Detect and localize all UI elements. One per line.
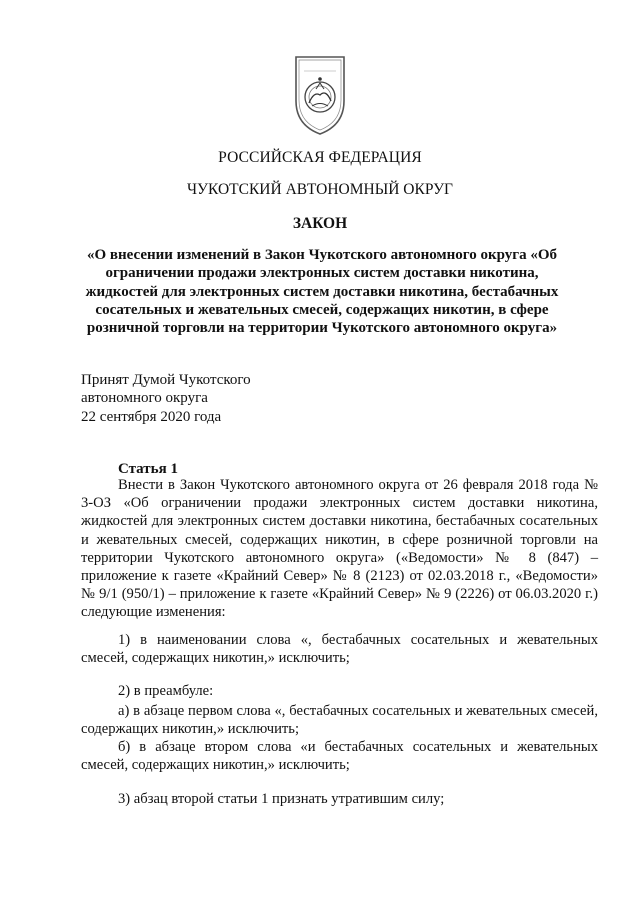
coat-of-arms-emblem <box>292 51 348 137</box>
adoption-date: 22 сентября 2020 года <box>81 408 222 425</box>
adoption-block <box>81 371 381 426</box>
amendment-item-1: 1) в наименовании слова «, бестабачных сосательных и жевательных смесей, содержащих никотин,» исключить; <box>81 632 598 667</box>
article-heading: Статья 1 <box>118 461 178 477</box>
amendment-item-3: 3) абзац второй статьи 1 признать утратившим силу; <box>118 791 445 807</box>
amendment-item-2a: а) в абзаце первом слова «, бестабачных сосательных и жевательных смесей, содержащих никотин,» исключить; <box>81 703 598 738</box>
amendment-item-2: 2) в преамбуле: <box>118 683 214 699</box>
okrug-heading: ЧУКОТСКИЙ АВТОНОМНЫЙ ОКРУГ <box>186 181 454 198</box>
document-type-heading: ЗАКОН <box>292 215 348 232</box>
amendment-item-2b: б) в абзаце втором слова «и бестабачных сосательных и жевательных смесей, содержащих никотин,» исключить; <box>81 739 598 774</box>
federation-heading: РОССИЙСКАЯ ФЕДЕРАЦИЯ <box>218 149 422 166</box>
article-intro-paragraph: Внести в Закон Чукотского автономного округа от 26 февраля 2018 года № 3-ОЗ «Об ограничении продажи электронных систем доставки никотина, жидкостей для электронных систем доставки никотина, бестабачных сосательных и жевательных смесей, содержащих никотин, в сфере розничной торговли на территории Чукотского автономного округа» («Ведомости» № 8 (847) – приложение к газете «Крайний Север» № 8 (2123) от 02.03.2018 г., «Ведомости» № 9/1 (950/1) – приложение к газете «Крайний Север» № 9 (2226) от 06.03.2020 г.) следующие изменения: <box>81 477 598 621</box>
adoption-line: Принят Думой Чукотского <box>81 372 251 388</box>
law-title: «О внесении изменений в Закон Чукотского автономного округа «Об ограничении продажи электронных систем доставки никотина, жидкостей для электронных систем доставки никотина, бестабачных сосательных и жевательных смесей, содержащих никотин, в сфере розничной торговли на территории Чукотского автономного округа» <box>85 247 559 337</box>
adoption-line: автономного округа <box>81 390 208 407</box>
